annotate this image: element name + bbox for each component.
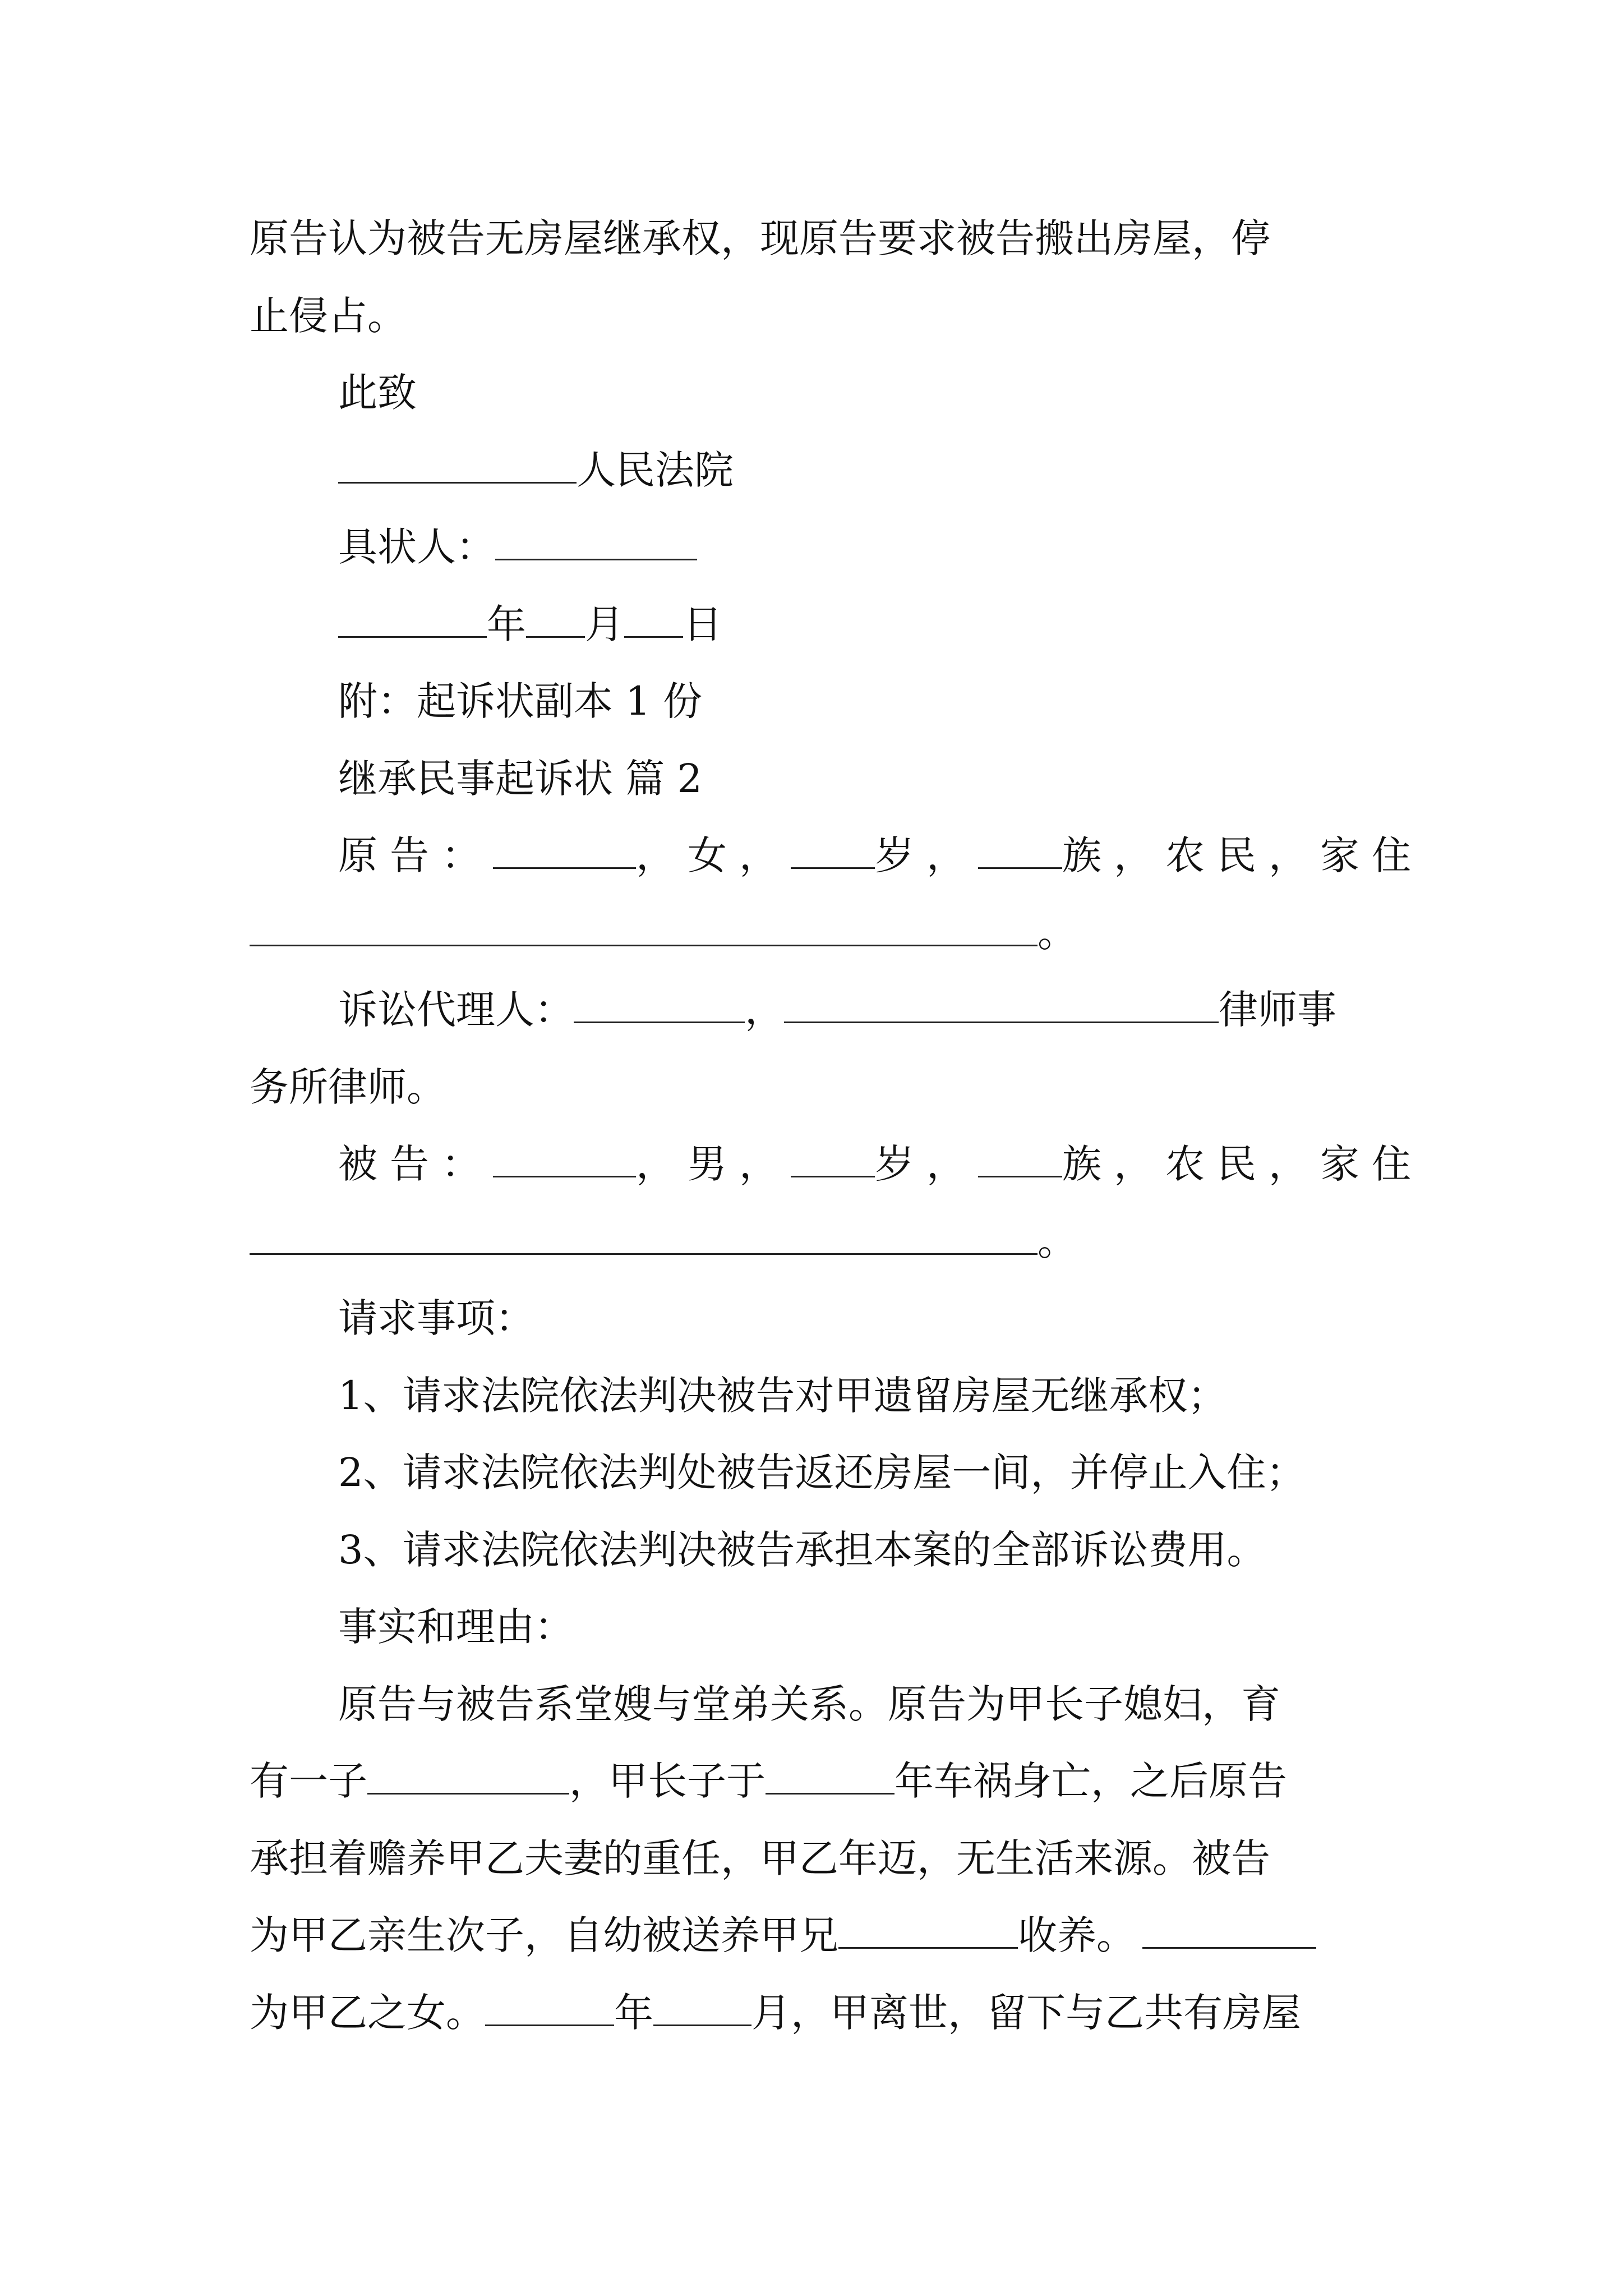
defendant-residence: 农民，家住 (1165, 1141, 1423, 1187)
facts-text: 月，甲离世，留下与乙共有房屋 (751, 1990, 1301, 2036)
court-line (338, 442, 734, 498)
blank-field (338, 601, 487, 638)
facts-line (250, 1907, 1316, 1963)
date-line (338, 596, 722, 652)
facts-text: 有一子 (250, 1758, 367, 1804)
facts-title: 事实和理由： (338, 1604, 574, 1650)
defendant-ethnic: 族， (1062, 1141, 1165, 1187)
blank-field (766, 1758, 895, 1795)
punctuation: ， (636, 1141, 688, 1187)
defendant-gender: 男， (688, 1141, 791, 1187)
blank-field (338, 447, 577, 484)
facts-text: 为甲乙亲生次子，自幼被送养甲兄 (250, 1912, 838, 1958)
punctuation: ， (745, 987, 784, 1033)
blank-field (526, 601, 585, 638)
claim-item: 1、请求法院依法判决被告对甲遗留房屋无继承权； (338, 1373, 1227, 1419)
paragraph-line: 止侵占。 (250, 293, 407, 339)
defendant-address-line (250, 1213, 1077, 1269)
plaintiff-label: 原告： (338, 832, 493, 878)
blank-field (493, 832, 636, 869)
date-day: 日 (683, 601, 722, 647)
agent-line-2: 务所律师。 (250, 1064, 446, 1110)
facts-line (250, 1753, 1287, 1809)
defendant-label: 被告： (338, 1141, 493, 1187)
attachment: 附：起诉状副本 1 份 (338, 678, 703, 724)
blank-field (791, 1141, 875, 1177)
blank-field (250, 1218, 1038, 1255)
defendant-line (338, 1136, 1423, 1192)
agent-label: 诉讼代理人： (338, 987, 574, 1033)
blank-field (791, 832, 875, 869)
blank-field (838, 1912, 1018, 1949)
court-label: 人民法院 (577, 447, 734, 493)
blank-field (574, 987, 745, 1023)
plaintiff-ethnic: 族， (1062, 832, 1165, 878)
blank-field (978, 832, 1062, 869)
defendant-age: 岁， (875, 1141, 978, 1187)
blank-field (978, 1141, 1062, 1177)
blank-field (653, 1990, 751, 2026)
blank-field (485, 1990, 614, 2026)
signer-line (338, 519, 697, 575)
punctuation: ， (636, 832, 688, 878)
facts-text: ，甲长子于 (569, 1758, 766, 1804)
facts-text: 收养。 (1018, 1912, 1136, 1958)
date-month: 月 (585, 601, 624, 647)
claim-item: 2、请求法院依法判处被告返还房屋一间，并停止入住； (338, 1450, 1306, 1496)
blank-field (1142, 1912, 1316, 1949)
facts-text: 为甲乙之女。 (250, 1990, 485, 2036)
facts-line (250, 1985, 1301, 2041)
agent-firm: 律师事 (1219, 987, 1336, 1033)
plaintiff-residence: 农民，家住 (1165, 832, 1423, 878)
blank-field (367, 1758, 569, 1795)
plaintiff-age: 岁， (875, 832, 978, 878)
signer-label: 具状人： (338, 524, 495, 570)
claim-item: 3、请求法院依法判决被告承担本案的全部诉讼费用。 (338, 1527, 1266, 1573)
date-year: 年 (487, 601, 526, 647)
plaintiff-address-line (250, 905, 1077, 961)
plaintiff-line (338, 827, 1423, 884)
section-title: 继承民事起诉状 篇 2 (338, 756, 703, 802)
blank-field (784, 987, 1219, 1023)
claims-title: 请求事项： (338, 1295, 534, 1341)
salutation: 此致 (338, 370, 417, 416)
plaintiff-gender: 女， (688, 832, 791, 878)
punctuation: 。 (1038, 1218, 1077, 1264)
facts-line: 原告与被告系堂嫂与堂弟关系。原告为甲长子媳妇，育 (338, 1681, 1280, 1727)
paragraph-line: 原告认为被告无房屋继承权，现原告要求被告搬出房屋，停 (250, 215, 1270, 261)
facts-text: 年 (614, 1990, 653, 2036)
punctuation: 。 (1038, 910, 1077, 956)
agent-line (338, 982, 1336, 1038)
facts-line: 承担着赡养甲乙夫妻的重任，甲乙年迈，无生活来源。被告 (250, 1835, 1270, 1881)
blank-field (250, 910, 1038, 946)
blank-field (495, 524, 697, 560)
facts-text: 年车祸身亡，之后原告 (895, 1758, 1287, 1804)
blank-field (493, 1141, 636, 1177)
blank-field (624, 601, 683, 638)
